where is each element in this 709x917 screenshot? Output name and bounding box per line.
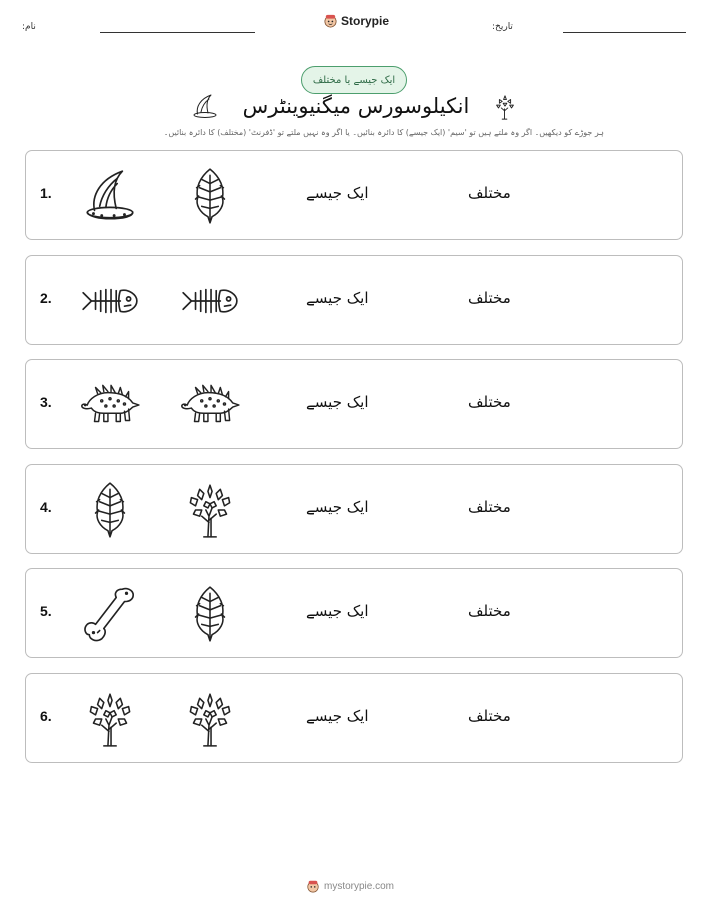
different-option[interactable]: مختلف [468,184,511,202]
instructions-text: ہر جوڑے کو دیکھیں۔ اگر وہ ملتے ہیں تو 'سیم' (ایک جیسے) کا دائرہ بنائیں۔ یا اگر وہ نہیں ملتے تو 'ڈفرنٹ' (مختلف) کا دائرہ بنائیں۔ [163,128,604,137]
tree-icon [179,688,241,750]
same-option[interactable]: ایک جیسے [306,602,369,620]
question-number: 1. [40,185,52,201]
title-row [0,90,709,122]
question-number: 6. [40,708,52,724]
claw-icon [190,92,220,126]
date-label: تاریخ: [492,22,513,32]
brand-logo [323,13,389,28]
claw-icon [79,165,141,227]
question-row [25,464,683,554]
different-option[interactable]: مختلف [468,289,511,307]
worksheet-type-tag: ایک جیسے یا مختلف [301,66,407,94]
different-option[interactable]: مختلف [468,393,511,411]
leaf-icon [179,165,241,227]
bone-icon [79,583,141,645]
tree-icon [179,479,241,541]
question-row [25,255,683,345]
brand-name: Storypie [341,13,390,28]
different-option[interactable]: مختلف [468,707,511,725]
footer-url[interactable]: mystorypie.com [324,880,395,892]
storypie-mascot-icon [306,879,320,893]
question-number: 3. [40,394,52,410]
ankylosaurus-icon [179,374,241,436]
question-row [25,568,683,658]
same-option[interactable]: ایک جیسے [306,289,369,307]
leaf-icon [179,583,241,645]
tree-icon [491,92,519,126]
page-title: انکیلوسورس میگنیوینٹرس [242,94,470,118]
different-option[interactable]: مختلف [468,602,511,620]
question-row [25,673,683,763]
footer [306,879,394,893]
same-option[interactable]: ایک جیسے [306,184,369,202]
same-option[interactable]: ایک جیسے [306,393,369,411]
fish-skeleton-icon [79,270,141,332]
question-number: 2. [40,290,52,306]
different-option[interactable]: مختلف [468,498,511,516]
name-line[interactable] [100,32,255,33]
question-row [25,359,683,449]
worksheet-header [0,0,709,50]
fish-skeleton-icon [179,270,241,332]
question-row [25,150,683,240]
leaf-icon [79,479,141,541]
ankylosaurus-icon [79,374,141,436]
name-label: نام: [22,22,36,32]
question-number: 4. [40,499,52,515]
same-option[interactable]: ایک جیسے [306,498,369,516]
date-line[interactable] [563,32,686,33]
question-number: 5. [40,603,52,619]
tree-icon [79,688,141,750]
same-option[interactable]: ایک جیسے [306,707,369,725]
storypie-mascot-icon [323,13,338,28]
